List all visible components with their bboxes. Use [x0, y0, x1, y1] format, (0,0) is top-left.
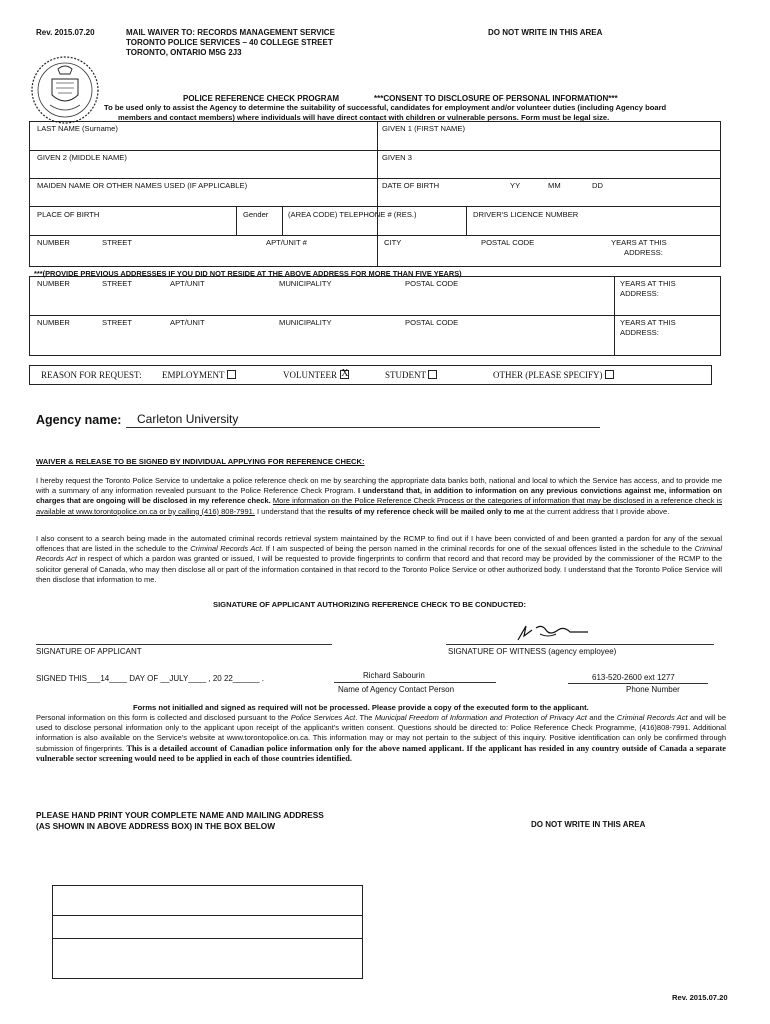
signature-heading: SIGNATURE OF APPLICANT AUTHORIZING REFERENCE CHECK TO BE CONDUCTED:: [213, 600, 527, 609]
dob-dd-label: DD: [592, 181, 603, 190]
prev1-years-address-label: ADDRESS:: [620, 289, 659, 298]
current-street-field[interactable]: STREET: [102, 238, 132, 247]
mail-waiver-address: MAIL WAIVER TO: RECORDS MANAGEMENT SERVICE TORONTO POLICE SERVICES – 40 COLLEGE STREET TORONTO, ONTARIO M5G 2J3: [126, 28, 335, 57]
maiden-name-field[interactable]: MAIDEN NAME OR OTHER NAMES USED (IF APPLICABLE): [37, 181, 248, 190]
revision-label: Rev. 2015.07.20: [36, 28, 95, 37]
prev1-number-field[interactable]: NUMBER: [37, 279, 70, 288]
do-not-write-area-top: DO NOT WRITE IN THIS AREA: [488, 28, 603, 37]
reason-label: REASON FOR REQUEST:: [41, 370, 142, 380]
current-apt-field[interactable]: APT/UNIT #: [266, 238, 307, 247]
previous-addresses-grid: [29, 276, 721, 356]
waiver-paragraph-2: I also consent to a search being made in the automated criminal records retrieval system maintained by the RCMP to find out if I have been convicted of and been granted a pardon for any of the sexual offences that are listed in the schedule to the Criminal Records Act. If I am suspected of being the person named in the criminal records for one of the sexual offences listed in the schedule to the Criminal Records Act in respect of which a pardon was granted or issued, I will be requested to provide fingerprints to confirm that record and that record may be provided by the commissioner of the RCMP to the solicitor general of Canada, who may then disclose all or part of the information contained in that record to the Toronto Police Service or other authorized body. I understand that the Toronto Police Service will then disclose that information to me.: [36, 534, 723, 584]
gender-field[interactable]: Gender: [243, 210, 269, 219]
current-city-field[interactable]: CITY: [384, 238, 402, 247]
other-checkbox[interactable]: [605, 370, 614, 379]
date-of-birth-field[interactable]: DATE OF BIRTH: [382, 181, 440, 190]
witness-signature-line[interactable]: [446, 644, 714, 645]
agency-name-field[interactable]: Carleton University: [137, 412, 239, 426]
current-number-field[interactable]: NUMBER: [37, 238, 70, 247]
prev1-years-label: YEARS AT THIS: [620, 279, 676, 288]
prev2-years-label: YEARS AT THIS: [620, 318, 676, 327]
prev2-street-field[interactable]: STREET: [102, 318, 132, 327]
dob-yy-label: YY: [510, 181, 521, 190]
prev1-street-field[interactable]: STREET: [102, 279, 132, 288]
current-years-address-label: ADDRESS:: [624, 248, 663, 257]
reason-volunteer: VOLUNTEER X: [283, 368, 349, 380]
reason-employment: EMPLOYMENT: [162, 370, 236, 380]
signed-date-field[interactable]: SIGNED THIS___14____ DAY OF __JULY____ , 20 22______ .: [36, 674, 264, 683]
employment-checkbox[interactable]: [227, 370, 236, 379]
last-name-field[interactable]: LAST NAME (Surname): [37, 124, 118, 133]
dob-mm-label: MM: [548, 181, 561, 190]
purpose-line-2: members and contact members) where individuals will have direct contact with children or vulnerable persons. Form must be legal size.: [118, 113, 610, 122]
agency-name-underline: [126, 427, 600, 428]
applicant-signature-label: SIGNATURE OF APPLICANT: [36, 647, 142, 656]
revision-label-footer: Rev. 2015.07.20: [672, 993, 728, 1002]
agency-contact-label: Name of Agency Contact Person: [338, 685, 455, 694]
prev2-postal-field[interactable]: POSTAL CODE: [405, 318, 459, 327]
given-2-field[interactable]: GIVEN 2 (MIDDLE NAME): [37, 153, 127, 162]
agency-phone-label: Phone Number: [626, 685, 680, 694]
prev2-apt-field[interactable]: APT/UNIT: [170, 318, 205, 327]
student-checkbox[interactable]: [428, 370, 437, 379]
witness-signature-image: [512, 620, 592, 646]
agency-name-label: Agency name:: [36, 413, 122, 427]
drivers-licence-field[interactable]: DRIVER'S LICENCE NUMBER: [473, 210, 579, 219]
place-of-birth-field[interactable]: PLACE OF BIRTH: [37, 210, 100, 219]
given-3-field[interactable]: GIVEN 3: [382, 153, 412, 162]
consent-title: ***CONSENT TO DISCLOSURE OF PERSONAL INFORMATION***: [374, 94, 618, 103]
notice-bold-line: Forms not initialled and signed as required will not be processed. Please provide a copy of the executed form to the applicant.: [133, 703, 589, 712]
purpose-line-1: To be used only to assist the Agency to determine the suitability of successful, candidates for employment and/or volunteer duties (including Agency board: [104, 103, 667, 112]
telephone-field[interactable]: (AREA CODE) TELEPHONE # (RES.): [288, 210, 417, 219]
hand-print-instructions: PLEASE HAND PRINT YOUR COMPLETE NAME AND MAILING ADDRESS (AS SHOWN IN ABOVE ADDRESS BOX) IN THE BOX BELOW: [36, 810, 324, 831]
mailing-address-line-2[interactable]: [53, 939, 362, 978]
do-not-write-area-bottom: DO NOT WRITE IN THIS AREA: [531, 820, 646, 829]
prev1-postal-field[interactable]: POSTAL CODE: [405, 279, 459, 288]
agency-contact-name[interactable]: Richard Sabourin: [363, 671, 425, 680]
waiver-paragraph-1: I hereby request the Toronto Police Service to undertake a police reference check on me by searching the appropriate data banks both, national and local to which the Service has access, and to provide me with a summary of any information revealed pursuant to the Police Reference Check Program. I understand that, in addition to information on any previous convictions against me, information on charges that are ongoing will be disclosed in my reference check. More information on the Police Reference Check Process or the categories of information that may be disclosed in a reference check is available at www.torontopolice.on.ca or by calling (416) 808-7991. I understand that the results of my reference check will be mailed only to me at the current address that I provide above.: [36, 476, 722, 516]
witness-signature-label: SIGNATURE OF WITNESS (agency employee): [448, 647, 617, 656]
police-crest-logo: [30, 55, 100, 125]
prev2-number-field[interactable]: NUMBER: [37, 318, 70, 327]
previous-address-note: ***(PROVIDE PREVIOUS ADDRESSES IF YOU DID NOT RESIDE AT THE ABOVE ADDRESS FOR MORE THAN FIVE YEARS): [34, 269, 462, 278]
program-title: POLICE REFERENCE CHECK PROGRAM: [183, 94, 340, 103]
current-years-label: YEARS AT THIS: [611, 238, 667, 247]
mailing-address-line-1[interactable]: [53, 916, 362, 937]
prev1-apt-field[interactable]: APT/UNIT: [170, 279, 205, 288]
given-1-field[interactable]: GIVEN 1 (FIRST NAME): [382, 124, 465, 133]
prev2-years-address-label: ADDRESS:: [620, 328, 659, 337]
prev1-municipality-field[interactable]: MUNICIPALITY: [279, 279, 332, 288]
current-postal-field[interactable]: POSTAL CODE: [481, 238, 535, 247]
reason-other: OTHER (PLEASE SPECIFY): [493, 370, 614, 380]
privacy-notice-paragraph: Personal information on this form is collected and disclosed pursuant to the Police Services Act. The Municipal Freedom of Information and Protection of Privacy Act and the Criminal Records Act and will be used to disclose personal information only to the applicant upon receipt of the applicant's written consent. Questions should be directed to: Police Reference Check Programme, (416)808-7991. Additional information is also available on the Service's website at www.torontopolice.on.ca. This information may or may not pertain to the subject of this inquiry. Positive identification can only be confirmed through submission of fingerprints. This is a detailed account of Canadian police information only for the above named applicant. If the applicant has resided in any country outside of Canada a separate vulnerable sector screening would need to be applied in each of those countries identified.: [36, 713, 727, 763]
applicant-signature-line[interactable]: [36, 644, 332, 645]
prev2-municipality-field[interactable]: MUNICIPALITY: [279, 318, 332, 327]
reason-student: STUDENT: [385, 370, 437, 380]
agency-phone[interactable]: 613-520-2600 ext 1277: [592, 673, 675, 682]
volunteer-checkbox[interactable]: X: [341, 368, 349, 379]
waiver-heading: WAIVER & RELEASE TO BE SIGNED BY INDIVIDUAL APPLYING FOR REFERENCE CHECK:: [36, 457, 365, 466]
